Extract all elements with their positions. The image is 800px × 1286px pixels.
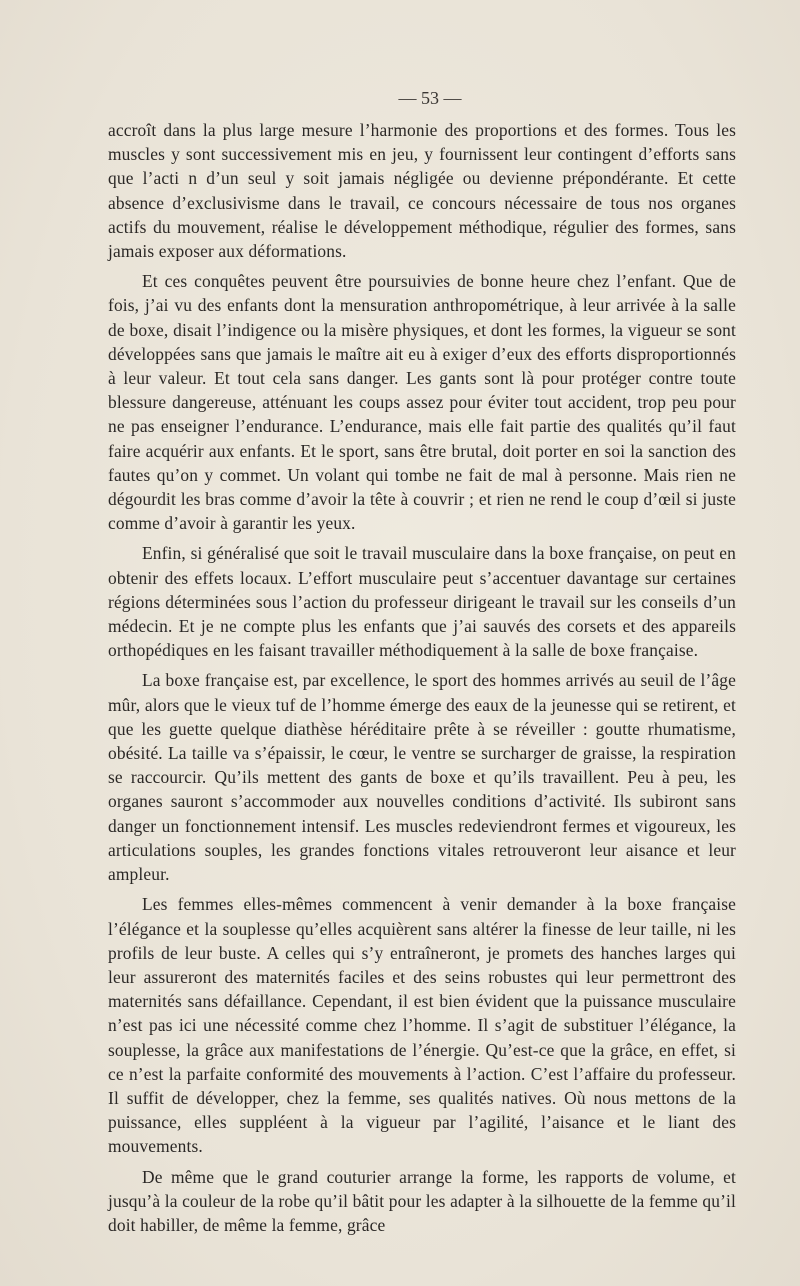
paragraph-4: La boxe française est, par excellence, le sport des hommes arrivés au seuil de l’âge mûr, alors que le vieux tuf de l’homme émerge des eaux de la jeunesse qui se retirent, et que les guette quelque diathèse héréditaire prête à se réveiller : goutte rhumatisme, obésité. La taille va s’épaissir, le cœur, le ventre se surcharger de graisse, la respiration se raccourcir. Qu’ils mettent des gants de boxe et qu’ils travaillent. Peu à peu, les organes sauront s’accommoder aux nouvelles conditions d’activité. Ils subiront sans danger un fonctionnement intensif. Les muscles redeviendront fermes et vigoureux, les articulations souples, les grandes fonctions vitales retrouveront leur aisance et leur ampleur. [108,670,736,885]
paragraph-5: Les femmes elles-mêmes commencent à venir demander à la boxe française l’élégance et la souplesse qu’elles acquièrent sans altérer la finesse de leur taille, ni les profils de leur buste. A celles qui s’y entraîneront, je promets des hanches larges qui leur assureront des maternités faciles et des seins robustes qui leur permettront des maternités sans défaillance. Cependant, il est bien évident que la puissance musculaire n’est pas ici une nécessité comme chez l’homme. Il s’agit de substituer l’élégance, la souplesse, la grâce aux manifestations de l’énergie. Qu’est-ce que la grâce, en effet, si ce n’est la parfaite conformité des mouvements à l’action. C’est l’affaire du professeur. Il suffit de développer, chez la femme, ses qualités natives. Où nous mettons de la puissance, elles suppléent à la vigueur par l’agilité, l’aisance et le liant des mouvements. [108,894,736,1157]
paragraph-3: Enfin, si généralisé que soit le travail musculaire dans la boxe française, on peut en obtenir des effets locaux. L’effort musculaire peut s’accentuer davantage sur certaines régions déterminées sous l’action du professeur dirigeant le travail sur les conseils d’un médecin. Et je ne compte plus les enfants que j’ai sauvés des corsets et des appareils orthopédiques en les faisant travailler méthodiquement à la salle de boxe française. [108,543,736,661]
body-text [108,118,736,1243]
paragraph-1: accroît dans la plus large mesure l’harmonie des proportions et des formes. Tous les muscles y sont successivement mis en jeu, y fournissent leur contingent d’efforts sans que l’acti n d’un seul y soit jamais négligée ou devienne prépondérante. Et cette absence d’exclusivisme dans le travail, ce concours nécessaire de tous nos organes actifs du mouvement, réalise le développement méthodique, régulier des formes, sans jamais exposer aux déformations. [108,120,736,262]
page-number: — 53 — [398,88,462,108]
paragraph-2: Et ces conquêtes peuvent être poursuivies de bonne heure chez l’enfant. Que de fois, j’ai vu des enfants dont la mensuration anthropométrique, à leur arrivée à la salle de boxe, disait l’indigence ou la misère physiques, et dont les formes, la vigueur se sont développées sans que jamais le maître ait eu à exiger d’eux des efforts disproportionnés à leur valeur. Et tout cela sans danger. Les gants sont là pour protéger contre toute blessure dangereuse, atténuant les coups assez pour éviter tout accident, trop peu pour ne pas enseigner l’endurance. L’endurance, mais elle fait partie des qualités qu’il faut faire acquérir aux enfants. Et le sport, sans être brutal, doit porter en soi la sanction des fautes qu’on y commet. Un volant qui tombe ne fait de mal à personne. Mais rien ne dégourdit les bras comme d’avoir la tête à couvrir ; et rien ne rend le coup d’œil si juste comme d’avoir à garantir les yeux. [108,271,736,534]
paragraph-6: De même que le grand couturier arrange la forme, les rapports de volume, et jusqu’à la couleur de la robe qu’il bâtit pour les adapter à la silhouette de la femme qu’il doit habiller, de même la femme, grâce [108,1166,736,1235]
